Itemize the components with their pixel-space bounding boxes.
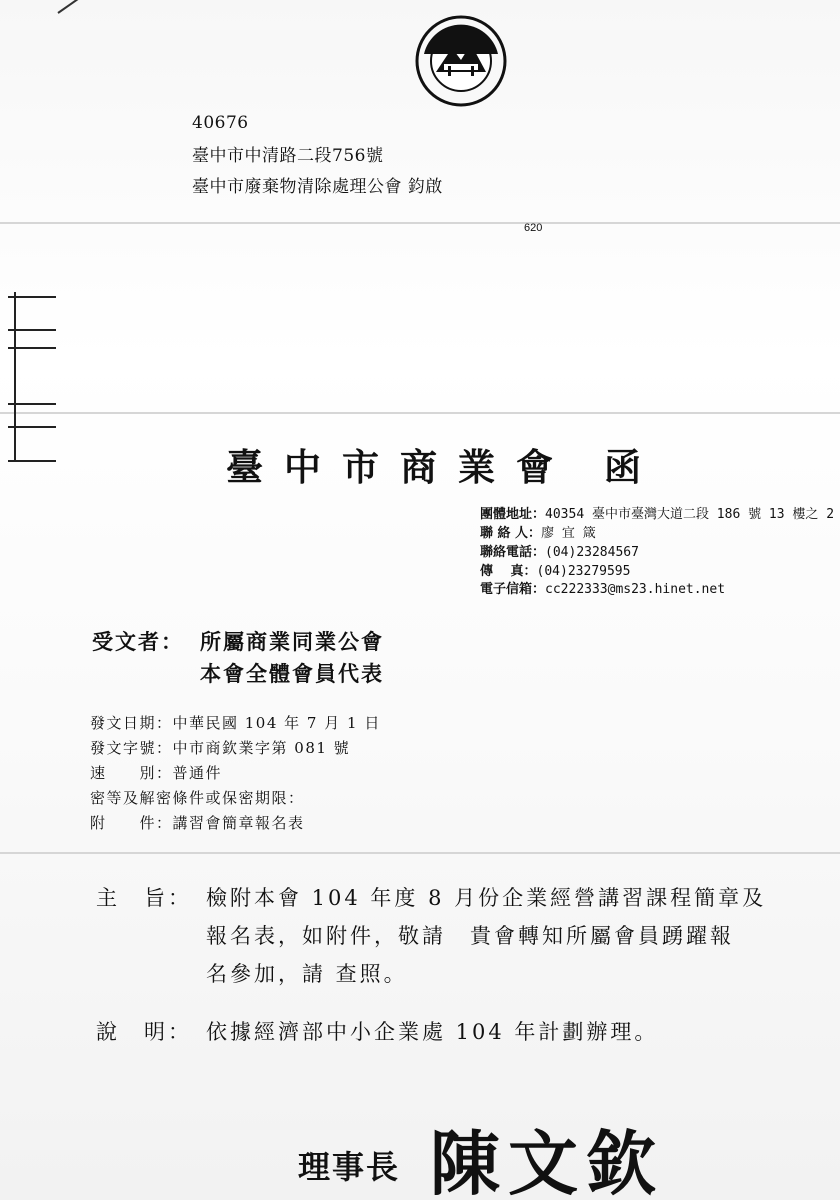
- contact-email: 電子信箱：cc222333@ms23.hinet.net: [480, 582, 726, 597]
- contact-person: 聯 絡 人：廖 宜 箴: [480, 526, 596, 541]
- signature-name: 陳文欽: [430, 1122, 664, 1200]
- letter-title: 臺中市商業會: [226, 445, 574, 489]
- recipients-label: 受文者：: [92, 629, 184, 654]
- postal-code: 40676: [192, 113, 249, 133]
- delivery-speed: 速 別：普通件: [90, 764, 223, 782]
- subject-line-1: 檢附本會 104 年度 8 月份企業經營講習課程簡章及: [206, 886, 767, 910]
- reference-number: 發文字號：中市商欽業字第 081 號: [90, 739, 351, 757]
- contact-address: 團體地址：40354 臺中市臺灣大道二段 186 號 13 樓之 2: [480, 507, 835, 522]
- issue-date: 發文日期：中華民國 104 年 7 月 1 日: [90, 714, 381, 732]
- secrecy-level: 密等及解密條件或保密期限：: [90, 789, 305, 807]
- fold-line: [0, 852, 840, 854]
- fold-line: [0, 412, 840, 414]
- contact-fax: 傳 真：(04)23279595: [480, 564, 631, 579]
- attachment: 附 件：講習會簡章報名表: [90, 814, 305, 832]
- stray-number: 620: [524, 222, 543, 234]
- mailing-address: 臺中市中清路二段756號: [192, 146, 384, 166]
- letter-title-suffix: 函: [604, 445, 641, 489]
- explanation-label: 說 明：: [96, 1020, 192, 1044]
- chamber-logo: [414, 14, 508, 108]
- subject-line-2: 報名表，如附件，敬請 貴會轉知所屬會員踴躍報: [206, 924, 734, 948]
- mailing-recipient: 臺中市廢棄物清除處理公會 鈞啟: [192, 177, 443, 197]
- pen-stroke: [57, 0, 81, 14]
- contact-phone: 聯絡電話：(04)23284567: [480, 545, 639, 560]
- subject-line-3: 名參加，請 查照。: [206, 962, 408, 986]
- fold-mark: [14, 292, 16, 462]
- fold-line: [0, 222, 840, 224]
- explanation-text: 依據經濟部中小企業處 104 年計劃辦理。: [206, 1020, 659, 1044]
- recipient-1: 所屬商業同業公會: [200, 629, 384, 654]
- signature-title: 理事長: [298, 1148, 401, 1186]
- recipient-2: 本會全體會員代表: [200, 661, 384, 686]
- subject-label: 主 旨：: [96, 886, 192, 910]
